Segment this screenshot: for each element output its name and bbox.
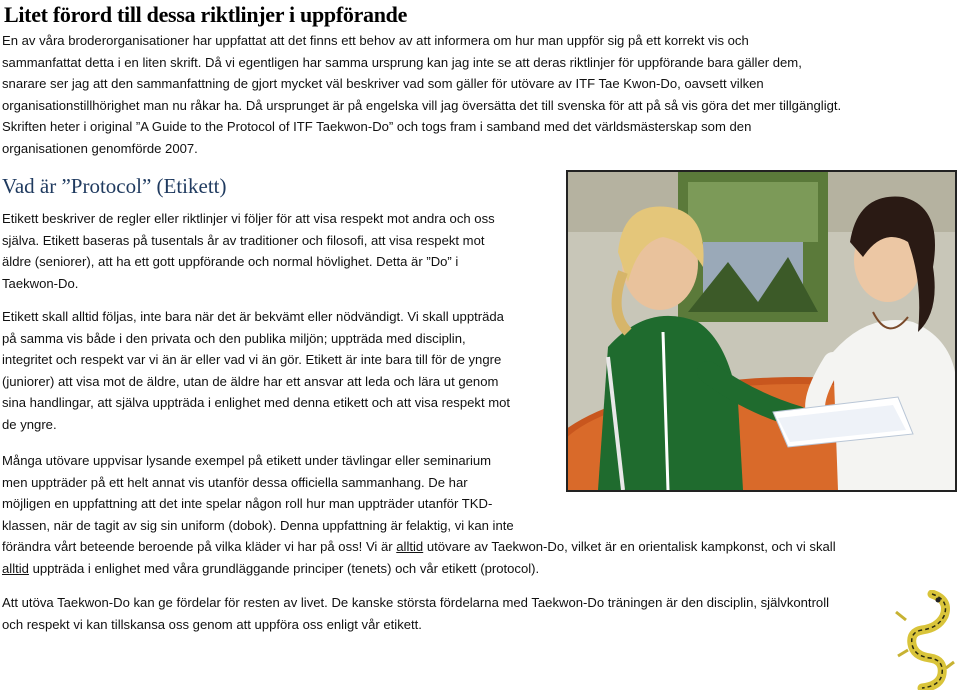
text-line: själva. Etikett baseras på tusentals år av traditioner och filosofi, att visa respekt mot bbox=[2, 232, 485, 248]
text-line: men uppträder på ett helt annat vis utanför dessa officiella sammanhang. De har bbox=[2, 474, 468, 490]
text-line: möjligen en uppfattning att det inte spelar någon roll hur man uppträder utanför TKD- bbox=[2, 496, 493, 511]
text-line: de yngre. bbox=[2, 416, 57, 432]
text-line: Etikett skall alltid följas, inte bara när det är bekvämt eller nödvändigt. Vi skall uppträda bbox=[2, 309, 504, 324]
underlined-word: alltid bbox=[396, 539, 424, 554]
text-line: uppträda i enlighet med våra grundläggande principer (tenets) och vår etikett (protocol). bbox=[28, 560, 540, 576]
paragraph-examples bbox=[2, 450, 554, 536]
dragon-logo bbox=[892, 590, 956, 695]
text-line: klassen, när de tagit av sig sin uniform (dobok). Denna uppfattning är felaktig, vi kan inte bbox=[2, 517, 514, 533]
page-title: Litet förord till dessa riktlinjer i uppförande bbox=[4, 2, 408, 27]
underlined-word: alltid bbox=[2, 560, 29, 576]
text-line: Många utövare uppvisar lysande exempel på etikett under tävlingar eller seminarium bbox=[2, 453, 492, 468]
paragraph-benefits bbox=[2, 592, 882, 635]
intro-line: snarare ser jag att den sammanfattning de gjort mycket väl beskriver vad som gäller för utövare av ITF Tae Kwon-Do, oavsett vilken bbox=[2, 76, 764, 91]
paragraph-definition bbox=[2, 208, 554, 294]
text-line: Taekwon-Do. bbox=[2, 275, 79, 291]
text-line: integritet och respekt var vi än är eller vad vi än gör. Etikett är inte bara till för de yngre bbox=[2, 352, 502, 367]
paragraph-examples-cont bbox=[2, 536, 952, 579]
intro-line: organisationstillhörighet man nu råkar ha. Då ursprunget är på engelska vill jag översätta det till svenska för att på så vis göra det mer tillgängligt. bbox=[2, 97, 842, 113]
section-heading: Vad är ”Protocol” (Etikett) bbox=[2, 174, 227, 198]
text-line: och respekt vi kan tillskansa oss genom att uppföra oss enligt vår etikett. bbox=[2, 616, 422, 632]
text-line: utövare av Taekwon-Do, vilket är en orientalisk kampkonst, och vi skall bbox=[423, 539, 836, 554]
intro-line: organisationen genomförde 2007. bbox=[2, 140, 198, 156]
paragraph-always bbox=[2, 306, 554, 435]
text-line: Att utöva Taekwon-Do kan ge fördelar för resten av livet. De kanske största fördelarna med Taekwon-Do träningen är den disciplin, självkontroll bbox=[2, 595, 830, 610]
text-line: (juniorer) att visa mot de äldre, utan de äldre har ett ansvar att leda och lära ut genom bbox=[2, 373, 499, 389]
text-line: Etikett beskriver de regler eller riktlinjer vi följer för att visa respekt mot andra och oss bbox=[2, 211, 495, 226]
intro-paragraph bbox=[2, 30, 952, 159]
photo-two-women-handing-papers bbox=[566, 170, 957, 492]
intro-line: sammanfattat detta i en liten skrift. Då vi egentligen har samma ursprung kan jag inte se att deras riktlinjer för uppförande bara gäller dem, bbox=[2, 54, 802, 70]
intro-line: Skriften heter i original ”A Guide to the Protocol of ITF Taekwon-Do” och togs fram i samband med det världsmästerskap som den bbox=[2, 119, 752, 134]
text-line: förändra vårt beteende beroende på vilka kläder vi har på oss! Vi är bbox=[2, 539, 397, 554]
text-line: på samma vis både i den privata och den publika miljön; uppträda med disciplin, bbox=[2, 330, 466, 346]
text-line: äldre (seniorer), att ha ett gott uppförande och normal hövlighet. Detta är ”Do” i bbox=[2, 254, 459, 269]
text-line: sina handlingar, att själva uppträda i enlighet med denna etikett och att visa respekt mot bbox=[2, 395, 511, 410]
photo-illustration bbox=[568, 172, 955, 490]
intro-line: En av våra broderorganisationer har uppfattat att det finns ett behov av att informera om hur man uppför sig på ett korrekt vis och bbox=[2, 33, 749, 48]
